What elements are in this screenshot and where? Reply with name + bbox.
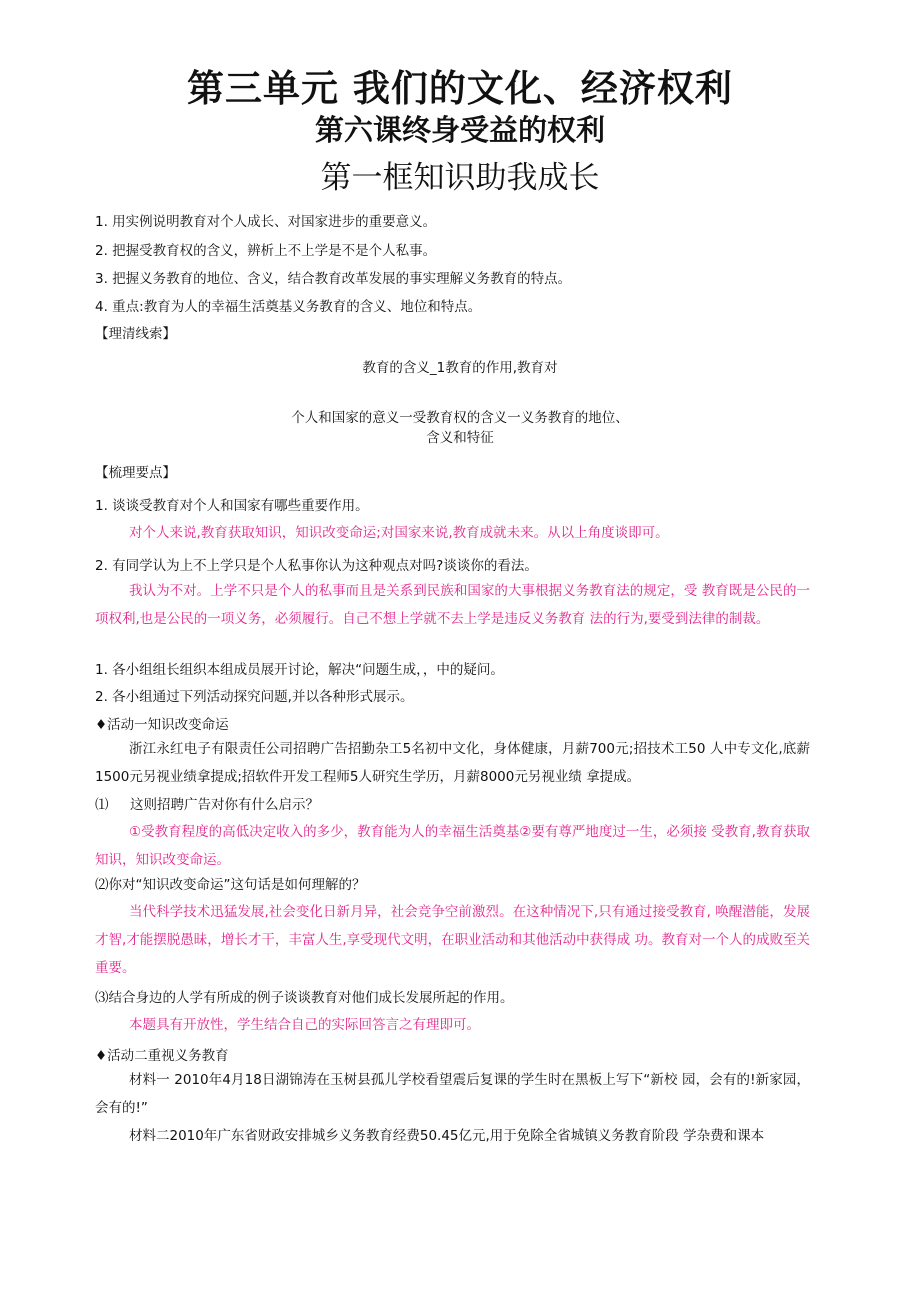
frame-title: 第一框知识助我成长 (320, 160, 600, 196)
activity-1-question-1 (95, 796, 319, 814)
objective-1: 1. 用实例说明教育对个人成长、对国家进步的重要意义。 (95, 214, 437, 230)
activity-2-material-2: 材料二2010年广东省财政安排城乡义务教育经费50.45亿元,用于免除全省城镇义务教育阶段 学杂费和课本 (129, 1128, 765, 1144)
question-number: ⑴ (95, 797, 109, 813)
objective-2: 2. 把握受教育权的含义，辨析上不上学是不是个人私事。 (95, 243, 437, 259)
activity-2-title: ♦活动二重视义务教育 (95, 1048, 229, 1064)
activity-1-answer-3: 本题具有开放性，学生结合自己的实际回答言之有理即可。 (129, 1017, 480, 1033)
clue-line-3: 含义和特征 (426, 430, 494, 446)
activity-2-material-1: 材料一 2010年4月18日湖锦涛在玉树县孤儿学校看望震后复课的学生时在黑板上写下“新校 园，会有的!新家园，会有的!” (95, 1072, 810, 1116)
section-clues-heading: 【理清线索】 (95, 326, 176, 342)
activity-1-question-2: ⑵你对“知识改变命运”这句话是如何理解的？ (95, 877, 366, 893)
question-text: 这则招聘广告对你有什么启示？ (129, 797, 319, 813)
objective-4: 4. 重点:教育为人的幸福生活奠基义务教育的含义、地位和特点。 (95, 299, 482, 315)
activity-1-title: ♦活动一知识改变命运 (95, 717, 229, 733)
activity-1-answer-1: ①受教育程度的高低决定收入的多少，教育能为人的幸福生活奠基②要有尊严地度过一生，必须接 受教育,教育获取知识，知识改变命运。 (95, 824, 810, 868)
task-2: 2. 各小组通过下列活动探究问题,并以各种形式展示。 (95, 689, 414, 705)
clue-line-1: 教育的含义_1教育的作用,教育对 (362, 360, 558, 376)
lesson-title: 第六课终身受益的权利 (314, 113, 605, 147)
activity-1-material: 浙江永红电子有限责任公司招聘广告招勤杂工5名初中文化，身体健康，月薪700元;招技术工50 人中专文化,底薪1500元另视业绩拿提成;招软件开发工程师5人研究生学历，月薪8000元另视业绩 拿提成。 (95, 741, 810, 785)
activity-1-answer-2: 当代科学技术迅猛发展,社会变化日新月异，社会竞争空前激烈。在这种情况下,只有通过接受教育, 唤醒潜能，发展才智,才能摆脱愚昧，增长才干，丰富人生,享受现代文明，在职业活动和其他活动中获得成 功。教育对一个人的成败至关重要。 (95, 904, 810, 976)
question-2: 2. 有同学认为上不上学只是个人私事你认为这种观点对吗?谈谈你的看法。 (95, 558, 538, 574)
unit-title: 第三单元 我们的文化、经济权利 (187, 67, 733, 110)
activity-1-question-3: ⑶结合身边的人学有所成的例子谈谈教育对他们成长发展所起的作用。 (95, 990, 514, 1006)
task-1: 1. 各小组组长组织本组成员展开讨论，解决“问题生成，，中的疑问。 (95, 662, 504, 678)
answer-1: 对个人来说,教育获取知识，知识改变命运;对国家来说,教育成就未来。从以上角度谈即可。 (129, 525, 669, 541)
answer-2: 我认为不对。上学不只是个人的私事而且是关系到民族和国家的大事根据义务教育法的规定，受 教育既是公民的一项权利,也是公民的一项义务，必须履行。自己不想上学就不去上学是违反义务教育 法的行为,要受到法律的制裁。 (95, 583, 810, 627)
section-points-heading: 【梳理要点】 (95, 465, 176, 481)
question-1: 1. 谈谈受教育对个人和国家有哪些重要作用。 (95, 498, 369, 514)
clue-line-2: 个人和国家的意义一受教育权的含义一义务教育的地位、 (291, 410, 629, 426)
objective-3: 3. 把握义务教育的地位、含义，结合教育改革发展的事实理解义务教育的特点。 (95, 271, 572, 287)
